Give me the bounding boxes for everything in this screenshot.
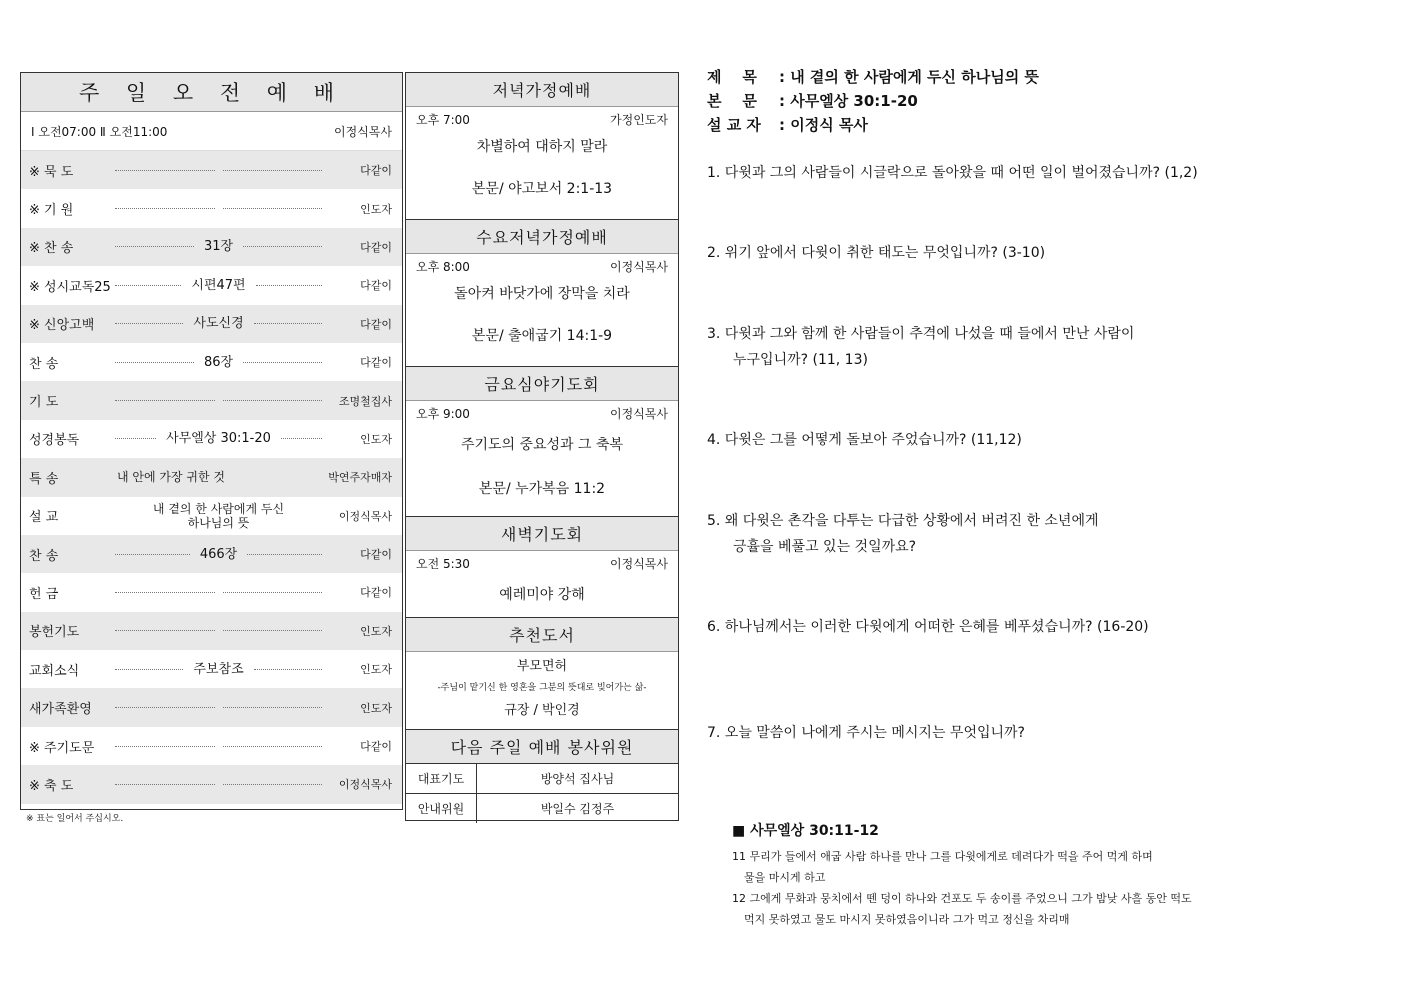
- order-label: 교회소식: [29, 663, 80, 679]
- scripture-title: ■ 사무엘상 30:11-12: [732, 823, 879, 839]
- section-title: 추천도서: [406, 618, 678, 652]
- order-content: 사도신경: [193, 316, 244, 332]
- list-item: [21, 765, 402, 803]
- meta-value: : 내 곁의 한 사람에게 두신 하나님의 뜻: [779, 68, 1039, 86]
- service-leader: 가정인도자: [610, 112, 668, 127]
- servant-name: 박일수 김정주: [477, 794, 679, 824]
- order-label: 헌 금: [29, 586, 59, 602]
- order-content: 사무엘상 30:1-20: [166, 431, 271, 447]
- order-label: ※ 축 도: [29, 778, 74, 794]
- service-leader: 이정식목사: [610, 556, 668, 571]
- servant-name: 방양석 집사님: [477, 764, 679, 794]
- wednesday-worship-section: [406, 220, 678, 367]
- question-item: 1. 다윗과 그의 사람들이 시글락으로 돌아왔을 때 어떤 일이 벌어졌습니까? (1,2): [707, 165, 1198, 181]
- sermon-title: 예레미야 강해: [499, 587, 585, 603]
- order-label: 봉헌기도: [29, 625, 80, 641]
- order-label: ※ 기 원: [29, 203, 74, 219]
- weekly-services-panel: [405, 72, 679, 821]
- list-item: [21, 535, 402, 573]
- book-title: 부모면허: [516, 659, 568, 674]
- order-content: 시편47편: [191, 277, 246, 293]
- order-content: 466장: [199, 546, 238, 562]
- scripture-verse: 11 무리가 들에서 애굽 사람 하나를 만나 그를 다윗에게로 데려다가 떡을 주어 먹게 하며: [732, 850, 1153, 863]
- scripture-text-box: [732, 820, 1392, 930]
- scripture-passage: 본문/ 누가복음 11:2: [478, 481, 606, 497]
- section-title: 저녁가정예배: [406, 73, 678, 107]
- question-item: 3. 다윗과 그와 함께 한 사람들이 추격에 나섰을 때 들에서 만난 사람이 누구입니까? (11, 13): [707, 326, 1135, 368]
- order-label: ※ 묵 도: [29, 164, 74, 180]
- sermon-passage-row: [707, 89, 1397, 113]
- question-item: 6. 하나님께서는 이러한 다윗에게 어떠한 은혜를 베푸셨습니까? (16-20): [707, 619, 1149, 635]
- sermon-title: 차별하여 대하지 말라: [476, 139, 608, 155]
- order-person: 인도자: [360, 202, 392, 216]
- order-person: 인도자: [360, 701, 392, 715]
- section-title: 수요저녁가정예배: [406, 220, 678, 254]
- list-item: [21, 727, 402, 765]
- list-item: [21, 151, 402, 189]
- worship-leader: 이정식목사: [334, 124, 392, 139]
- order-content: 86장: [203, 354, 234, 370]
- list-item: [21, 688, 402, 726]
- list-item: [21, 305, 402, 343]
- service-time: 오후 8:00: [416, 259, 470, 274]
- list-item: [21, 497, 402, 535]
- service-time: 오후 7:00: [416, 112, 470, 127]
- sermon-title: 주기도의 중요성과 그 축복: [460, 437, 624, 453]
- worship-times: Ⅰ 오전07:00 Ⅱ 오전11:00: [31, 124, 168, 139]
- sermon-study-sheet: [707, 65, 1397, 926]
- scripture-verse-cont: 물을 마시게 하고: [744, 871, 826, 884]
- sermon-title-row: [707, 65, 1397, 89]
- meta-label: 설 교 자: [707, 116, 761, 134]
- list-item: [21, 189, 402, 227]
- servant-role: 안내위원: [406, 794, 477, 824]
- list-item: [21, 420, 402, 458]
- service-time: 오후 9:00: [416, 406, 470, 421]
- order-label: ※ 찬 송: [29, 241, 74, 257]
- order-person: 다같이: [360, 356, 392, 370]
- list-item: [21, 458, 402, 496]
- order-person: 다같이: [360, 548, 392, 562]
- order-label: 성경봉독: [29, 433, 80, 449]
- worship-title: 주 일 오 전 예 배: [21, 73, 402, 112]
- sermon-title: 돌아켜 바닷가에 장막을 치라: [454, 286, 630, 302]
- order-person: 인도자: [360, 624, 392, 638]
- book-subtitle: -주님이 맡기신 한 영혼을 그분의 뜻대로 빚어가는 삶-: [437, 683, 647, 693]
- book-author: 규장 / 박인경: [504, 703, 580, 718]
- friday-prayer-section: [406, 367, 678, 517]
- section-title: 다음 주일 예배 봉사위원: [406, 730, 678, 763]
- order-label: ※ 신앙고백: [29, 318, 95, 334]
- scripture-passage: 본문/ 출애굽기 14:1-9: [471, 328, 613, 344]
- order-person: 다같이: [360, 164, 392, 178]
- order-person: 조명철집사: [338, 394, 392, 408]
- order-label: 기 도: [29, 395, 59, 411]
- order-content: 주보참조: [193, 661, 244, 677]
- order-label: 찬 송: [29, 356, 59, 372]
- dawn-prayer-section: [406, 517, 678, 618]
- scripture-passage: 본문/ 야고보서 2:1-13: [471, 181, 613, 197]
- order-person: 다같이: [360, 279, 392, 293]
- servant-role: 대표기도: [406, 764, 477, 794]
- order-person: 다같이: [360, 240, 392, 254]
- service-leader: 이정식목사: [610, 259, 668, 274]
- standing-note: ※ 표는 일어서 주십시오.: [26, 814, 124, 824]
- service-time: 오전 5:30: [416, 556, 470, 571]
- next-week-servants-section: [406, 730, 678, 823]
- order-person: 다같이: [360, 317, 392, 331]
- question-item: 7. 오늘 말씀이 나에게 주시는 메시지는 무엇입니까?: [707, 725, 1025, 741]
- order-label: 특 송: [29, 471, 59, 487]
- order-content: 31장: [203, 239, 234, 255]
- order-person: 인도자: [360, 432, 392, 446]
- list-item: [21, 228, 402, 266]
- order-person: 다같이: [360, 586, 392, 600]
- sunday-morning-worship-panel: [20, 72, 403, 810]
- recommended-book-section: [406, 618, 678, 730]
- order-label: 새가족환영: [29, 702, 92, 718]
- sermon-preacher-row: [707, 113, 1397, 137]
- order-content: 내 곁의 한 사람에게 두신 하나님의 뜻: [152, 501, 285, 530]
- order-person: 이정식목사: [338, 778, 392, 792]
- list-item: [21, 573, 402, 611]
- question-item: 4. 다윗은 그를 어떻게 돌보아 주었습니까? (11,12): [707, 432, 1022, 448]
- order-person: 다같이: [360, 740, 392, 754]
- meta-label: 본 문: [707, 92, 757, 110]
- order-content: 내 안에 가장 귀한 것: [117, 470, 225, 485]
- order-person: 인도자: [360, 663, 392, 677]
- scripture-verse-cont: 먹지 못하였고 물도 마시지 못하였음이니라 그가 먹고 정신을 차리매: [744, 913, 1070, 926]
- order-label: ※ 성시교독25: [29, 279, 111, 295]
- section-title: 금요심야기도회: [406, 367, 678, 401]
- list-item: [21, 381, 402, 419]
- sermon-meta: [707, 65, 1397, 137]
- order-person: 이정식목사: [338, 509, 392, 523]
- section-title: 새벽기도회: [406, 517, 678, 551]
- meta-value: : 사무엘상 30:1-20: [779, 92, 918, 110]
- order-of-worship-list: [21, 151, 402, 804]
- servants-table: [406, 763, 678, 823]
- order-label: ※ 주기도문: [29, 740, 95, 756]
- meta-label: 제 목: [707, 68, 757, 86]
- table-row: [406, 764, 678, 794]
- worship-time-row: [21, 112, 402, 151]
- list-item: [21, 612, 402, 650]
- order-person: 박연주자매자: [328, 471, 392, 485]
- service-leader: 이정식목사: [610, 406, 668, 421]
- order-label: 설 교: [29, 510, 59, 526]
- scripture-verse: 12 그에게 무화과 뭉치에서 뗀 덩이 하나와 건포도 두 송이를 주었으니 그가 밤낮 사흘 동안 떡도: [732, 892, 1192, 905]
- question-item: 5. 왜 다윗은 촌각을 다투는 다급한 상황에서 버려진 한 소년에게 긍휼을 베풀고 있는 것일까요?: [707, 513, 1099, 555]
- evening-worship-section: [406, 73, 678, 220]
- meta-value: : 이정식 목사: [779, 116, 868, 134]
- list-item: [21, 343, 402, 381]
- list-item: [21, 266, 402, 304]
- table-row: [406, 794, 678, 824]
- list-item: [21, 650, 402, 688]
- question-item: 2. 위기 앞에서 다윗이 취한 태도는 무엇입니까? (3-10): [707, 245, 1046, 261]
- order-label: 찬 송: [29, 548, 59, 564]
